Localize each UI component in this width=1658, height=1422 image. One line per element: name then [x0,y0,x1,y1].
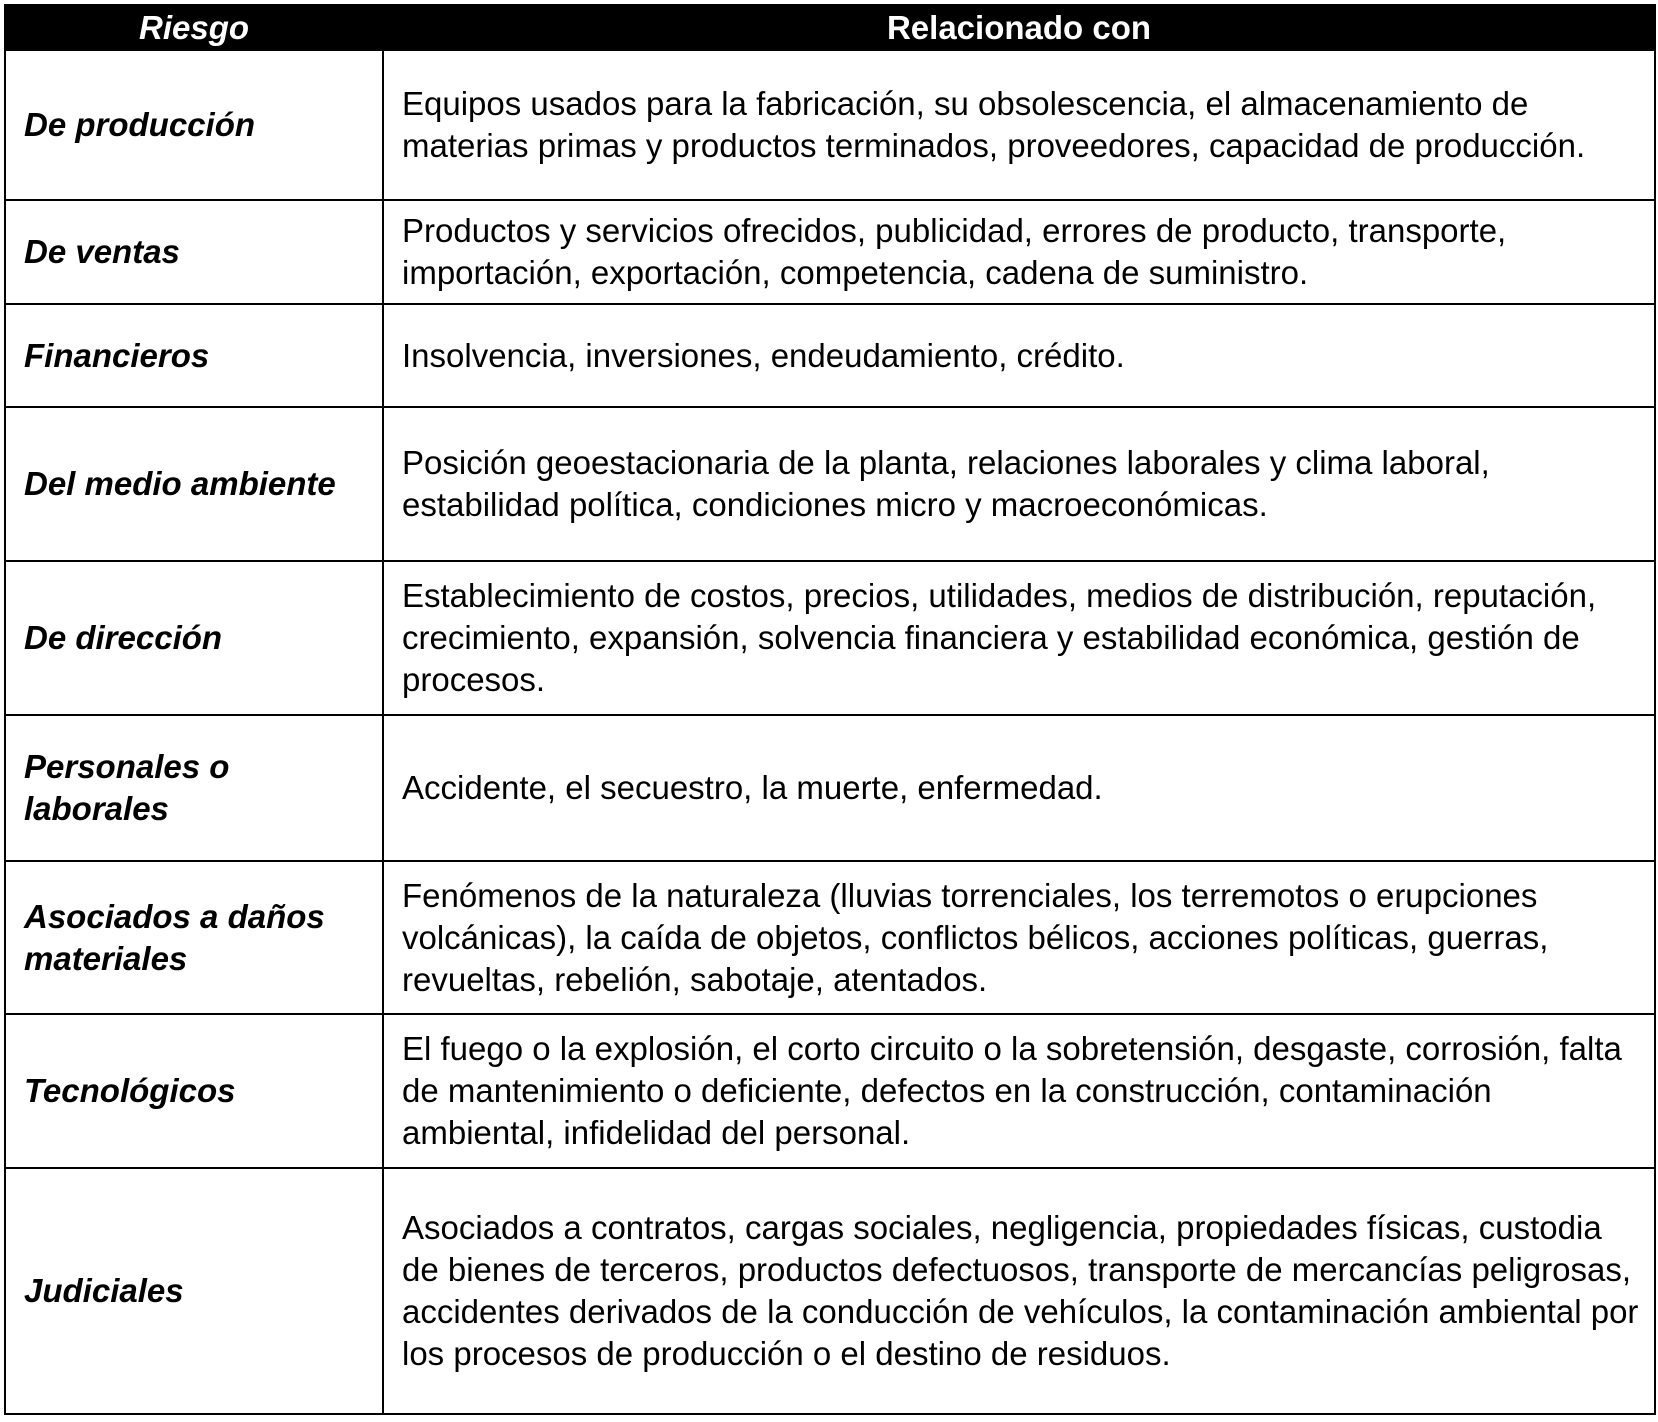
risk-name-cell: De dirección [5,561,383,715]
header-risk: Riesgo [5,5,383,50]
table-body [5,50,1655,1414]
risk-description-cell: Equipos usados para la fabricación, su obsolescencia, el almacenamiento de materias primas y productos terminados, proveedores, capacidad de producción. [383,50,1655,200]
risk-name-cell: Personales o laborales [5,715,383,861]
header-related: Relacionado con [383,5,1655,50]
table-row [5,561,1655,715]
table-row [5,50,1655,200]
table-row [5,715,1655,861]
risk-table [4,4,1656,1415]
table-row [5,861,1655,1014]
risk-description-cell: Asociados a contratos, cargas sociales, negligencia, propiedades físicas, custodia de bienes de terceros, productos defectuosos, transporte de mercancías peligrosas, accidentes derivados de la conducción de vehículos, la contaminación ambiental por los procesos de producción o el destino de residuos. [383,1168,1655,1414]
table-row [5,1014,1655,1168]
risk-name-cell: Asociados a daños materiales [5,861,383,1014]
risk-name-cell: Judiciales [5,1168,383,1414]
table-row [5,200,1655,304]
risk-description-cell: Posición geoestacionaria de la planta, relaciones laborales y clima laboral, estabilidad política, condiciones micro y macroeconómicas. [383,407,1655,561]
risk-name-cell: Financieros [5,304,383,407]
risk-name-cell: Del medio ambiente [5,407,383,561]
risk-description-cell: Fenómenos de la naturaleza (lluvias torrenciales, los terremotos o erupciones volcánicas), la caída de objetos, conflictos bélicos, acciones políticas, guerras, revueltas, rebelión, sabotaje, atentados. [383,861,1655,1014]
risk-description-cell: Insolvencia, inversiones, endeudamiento, crédito. [383,304,1655,407]
risk-name-cell: De producción [5,50,383,200]
risk-name-cell: Tecnológicos [5,1014,383,1168]
table-row [5,1168,1655,1414]
risk-description-cell: Productos y servicios ofrecidos, publicidad, errores de producto, transporte, importación, exportación, competencia, cadena de suministro. [383,200,1655,304]
table-row [5,407,1655,561]
risk-description-cell: El fuego o la explosión, el corto circuito o la sobretensión, desgaste, corrosión, falta de mantenimiento o deficiente, defectos en la construcción, contaminación ambiental, infidelidad del personal. [383,1014,1655,1168]
risk-description-cell: Establecimiento de costos, precios, utilidades, medios de distribución, reputación, crecimiento, expansión, solvencia financiera y estabilidad económica, gestión de procesos. [383,561,1655,715]
table-header [5,5,1655,50]
risk-name-cell: De ventas [5,200,383,304]
header-row [5,5,1655,50]
table-row [5,304,1655,407]
risk-description-cell: Accidente, el secuestro, la muerte, enfermedad. [383,715,1655,861]
